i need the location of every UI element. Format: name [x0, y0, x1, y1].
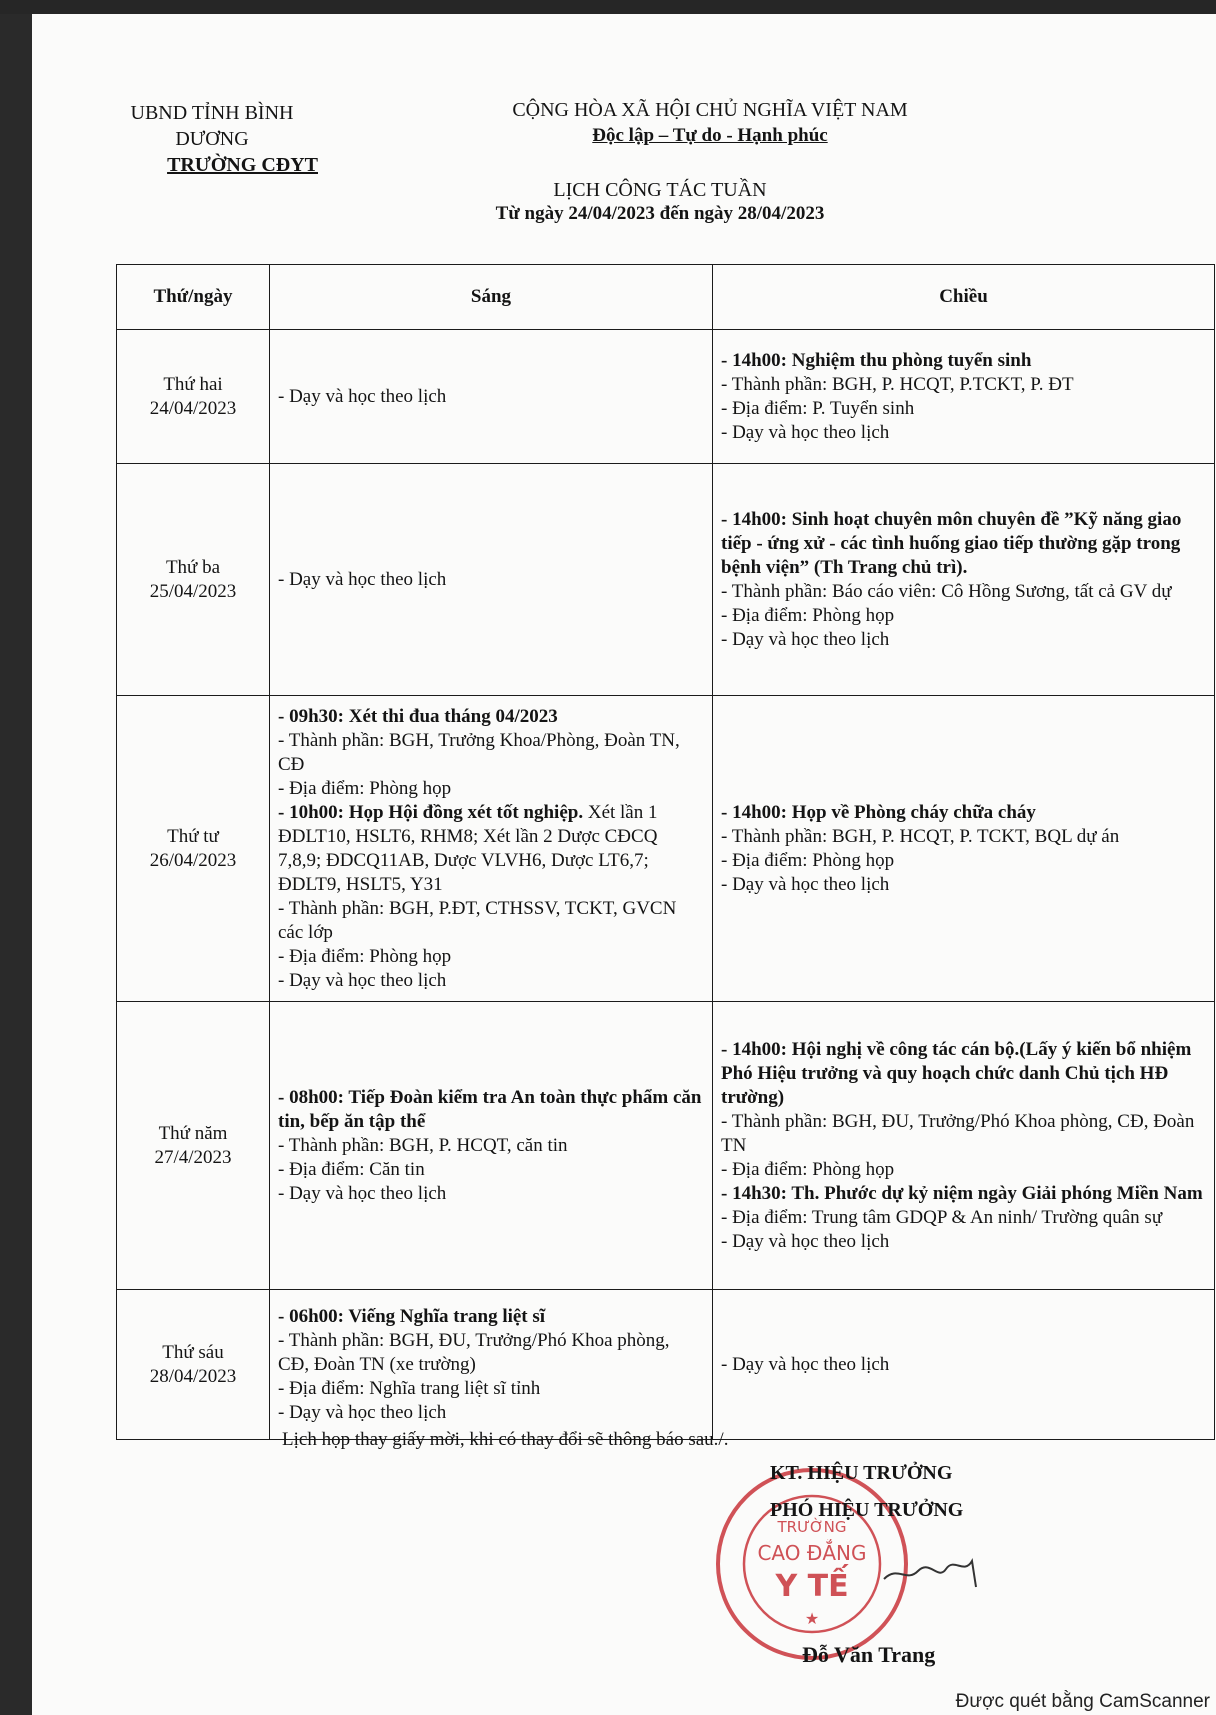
schedule-item: - Thành phần: Báo cáo viên: Cô Hồng Sương, tất cả GV dự	[721, 580, 1172, 602]
day-label: Thứ hai	[163, 373, 223, 395]
issuer-school: TRƯỜNG CĐYT	[167, 154, 318, 176]
schedule-item: - Địa điểm: Nghĩa trang liệt sĩ tỉnh	[278, 1377, 541, 1399]
event-heading: - 09h30: Xét thi đua tháng 04/2023	[278, 705, 558, 727]
day-label: Thứ năm	[158, 1122, 228, 1144]
date-range: Từ ngày 24/04/2023 đến ngày 28/04/2023	[495, 203, 825, 224]
header-afternoon: Chiều	[713, 265, 1215, 330]
event-heading: - 06h00: Viếng Nghĩa trang liệt sĩ	[278, 1305, 546, 1327]
schedule-item: - Thành phần: BGH, P.ĐT, CTHSSV, TCKT, GVCN các lớp	[278, 897, 677, 943]
schedule-item: - Dạy và học theo lịch	[278, 568, 447, 590]
motto: Độc lập – Tự do - Hạnh phúc	[592, 125, 828, 146]
schedule-title: LỊCH CÔNG TÁC TUẦN	[553, 179, 767, 201]
schedule-item: - Thành phần: BGH, ĐU, Trưởng/Phó Khoa phòng, CĐ, Đoàn TN (xe trường)	[278, 1329, 670, 1375]
day-date: 25/04/2023	[149, 580, 237, 602]
schedule-item: - Dạy và học theo lịch	[278, 969, 447, 991]
day-cell	[117, 1002, 270, 1290]
schedule-item: - Thành phần: BGH, P. HCQT, căn tin	[278, 1134, 568, 1156]
signer-title-1: KT. HIỆU TRƯỞNG	[770, 1462, 953, 1484]
schedule-item	[278, 801, 704, 897]
table-row	[117, 1290, 1215, 1440]
schedule-item: - Thành phần: BGH, P. HCQT, P.TCKT, P. ĐT	[721, 373, 1074, 395]
weekly-schedule-table	[116, 264, 1215, 1440]
header-morning: Sáng	[270, 265, 713, 330]
schedule-item: - Địa điểm: P. Tuyển sinh	[721, 397, 915, 419]
day-cell	[117, 464, 270, 696]
day-label: Thứ ba	[165, 556, 221, 578]
afternoon-cell	[713, 1290, 1215, 1440]
schedule-item: - Thành phần: BGH, Trưởng Khoa/Phòng, Đoàn TN, CĐ	[278, 729, 680, 775]
schedule-item: - Dạy và học theo lịch	[721, 1230, 890, 1252]
scanner-watermark: Được quét bằng CamScanner	[955, 1691, 1210, 1712]
table-row	[117, 696, 1215, 1002]
morning-cell	[270, 696, 713, 1002]
schedule-item: - Dạy và học theo lịch	[721, 421, 890, 443]
day-date: 26/04/2023	[149, 849, 237, 871]
day-label: Thứ tư	[167, 825, 219, 847]
signer-title-2: PHÓ HIỆU TRƯỞNG	[770, 1499, 964, 1521]
table-row	[117, 1002, 1215, 1290]
schedule-item: - Địa điểm: Phòng họp	[721, 1158, 895, 1180]
document-title	[420, 178, 900, 226]
table-header-row	[117, 265, 1215, 330]
afternoon-cell	[713, 464, 1215, 696]
day-label: Thứ sáu	[162, 1341, 224, 1363]
event-heading: - 14h00: Nghiệm thu phòng tuyển sinh	[721, 349, 1032, 371]
morning-cell	[270, 1002, 713, 1290]
afternoon-cell	[713, 330, 1215, 464]
country-name: CỘNG HÒA XÃ HỘI CHỦ NGHĨA VIỆT NAM	[512, 99, 908, 121]
issuer-block	[92, 100, 332, 178]
svg-text:CAO ĐẲNG: CAO ĐẲNG	[757, 1541, 867, 1565]
morning-cell	[270, 330, 713, 464]
svg-text:TRƯỜNG: TRƯỜNG	[777, 1518, 847, 1536]
day-date: 28/04/2023	[149, 1365, 237, 1387]
day-date: 24/04/2023	[149, 397, 237, 419]
day-date: 27/4/2023	[154, 1146, 232, 1168]
day-cell	[117, 696, 270, 1002]
afternoon-cell	[713, 696, 1215, 1002]
event-detail: Xét lần 1 ĐDLT10, HSLT6, RHM8; Xét lần 2 Dược CĐCQ 7,8,9; ĐDCQ11AB, Dược VLVH6, Dược LT6,7; ĐDLT9, HSLT5, Y31	[278, 801, 658, 895]
schedule-item: - Địa điểm: Phòng họp	[721, 849, 895, 871]
top-bar	[0, 0, 1216, 14]
event-heading: - 08h00: Tiếp Đoàn kiểm tra An toàn thực phẩm căn tin, bếp ăn tập thể	[278, 1086, 702, 1132]
schedule-item: - Địa điểm: Trung tâm GDQP & An ninh/ Trường quân sự	[721, 1206, 1163, 1228]
schedule-item: - Địa điểm: Phòng họp	[278, 777, 452, 799]
schedule-item: - Dạy và học theo lịch	[721, 628, 890, 650]
issuer-province: UBND TỈNH BÌNH DƯƠNG	[130, 102, 294, 150]
schedule-item: - Địa điểm: Căn tin	[278, 1158, 425, 1180]
schedule-item: - Địa điểm: Phòng họp	[721, 604, 895, 626]
svg-text:Y TẾ: Y TẾ	[775, 1569, 849, 1604]
schedule-item: - Dạy và học theo lịch	[721, 1353, 890, 1375]
schedule-item: - Thành phần: BGH, P. HCQT, P. TCKT, BQL dự án	[721, 825, 1120, 847]
schedule-item: - Thành phần: BGH, ĐU, Trưởng/Phó Khoa phòng, CĐ, Đoàn TN	[721, 1110, 1195, 1156]
footnote: Lịch họp thay giấy mời, khi có thay đổi sẽ thông báo sau./.	[282, 1429, 729, 1450]
day-cell	[117, 330, 270, 464]
table-row	[117, 464, 1215, 696]
schedule-item: - Địa điểm: Phòng họp	[278, 945, 452, 967]
morning-cell	[270, 464, 713, 696]
afternoon-cell	[713, 1002, 1215, 1290]
event-heading: - 14h00: Họp về Phòng cháy chữa cháy	[721, 801, 1036, 823]
morning-cell	[270, 1290, 713, 1440]
table-row	[117, 330, 1215, 464]
svg-text:★: ★	[804, 1609, 820, 1628]
handwritten-signature	[880, 1545, 990, 1595]
schedule-item: - Dạy và học theo lịch	[278, 1182, 447, 1204]
event-heading: - 14h00: Hội nghị về công tác cán bộ.(Lấy ý kiến bổ nhiệm Phó Hiệu trưởng và quy hoạch chức danh Chủ tịch HĐ trường)	[721, 1038, 1192, 1108]
day-cell	[117, 1290, 270, 1440]
event-heading: - 10h00: Họp Hội đồng xét tốt nghiệp.	[278, 801, 584, 823]
schedule-item: - Dạy và học theo lịch	[721, 873, 890, 895]
schedule-item: - Dạy và học theo lịch	[278, 1401, 447, 1423]
header-day: Thứ/ngày	[117, 265, 270, 330]
schedule-item: - Dạy và học theo lịch	[278, 385, 447, 407]
national-motto	[460, 96, 960, 148]
event-heading: - 14h00: Sinh hoạt chuyên môn chuyên đề ”Kỹ năng giao tiếp - ứng xử - các tình huống giao tiếp thường gặp trong bệnh viện” (Th Trang chủ trì).	[721, 508, 1182, 578]
event-heading: - 14h30: Th. Phước dự kỷ niệm ngày Giải phóng Miền Nam	[721, 1182, 1203, 1204]
signer-name: Đỗ Văn Trang	[802, 1642, 936, 1667]
